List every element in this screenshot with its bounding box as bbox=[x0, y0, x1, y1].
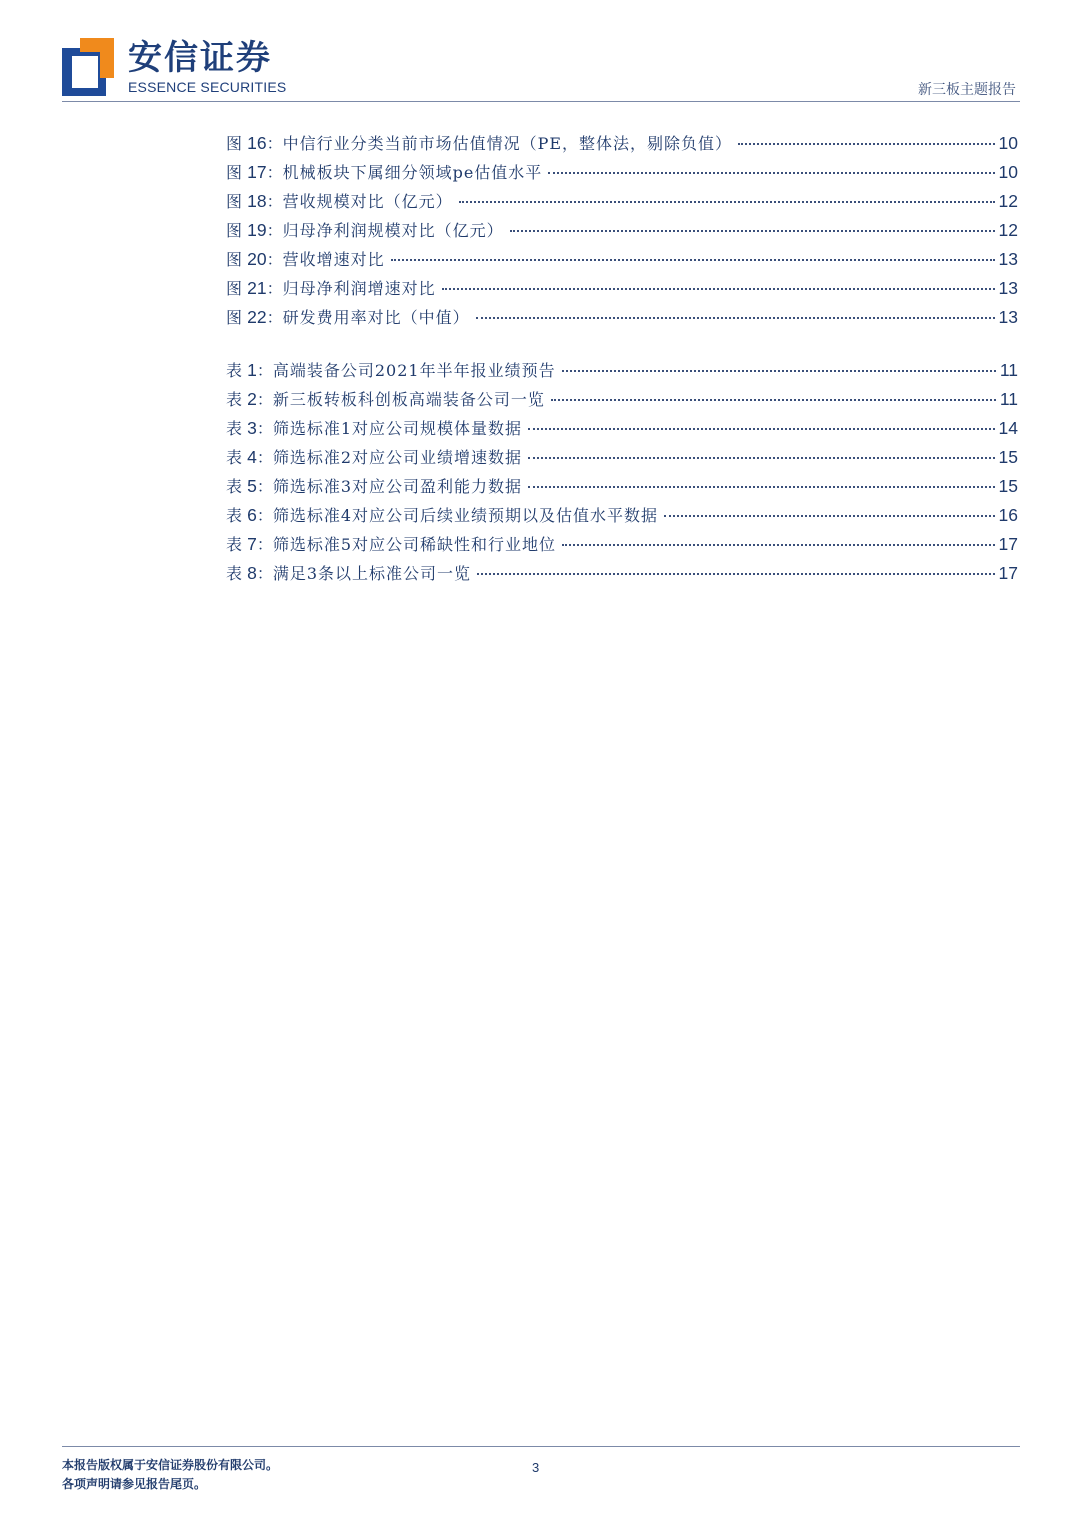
toc-colon: ： bbox=[266, 250, 283, 269]
toc-figure-row[interactable] bbox=[226, 131, 1018, 160]
toc-page-number: 13 bbox=[998, 249, 1018, 269]
toc-table-row[interactable] bbox=[226, 532, 1018, 561]
toc-prefix: 表 bbox=[226, 419, 243, 438]
toc-figure-row[interactable] bbox=[226, 247, 1018, 276]
toc-page-number: 15 bbox=[998, 447, 1018, 467]
toc-label: 筛选标准1对应公司规模体量数据 bbox=[272, 419, 523, 438]
toc-leader-dots bbox=[548, 172, 994, 174]
toc-prefix: 图 bbox=[226, 192, 243, 211]
toc-label: 高端装备公司2021年半年报业绩预告 bbox=[272, 361, 556, 380]
toc-colon: ： bbox=[266, 134, 283, 153]
toc-prefix: 表 bbox=[226, 448, 243, 467]
report-type-label: 新三板主题报告 bbox=[918, 82, 1016, 98]
toc-table-row[interactable] bbox=[226, 358, 1018, 387]
toc-table-row[interactable] bbox=[226, 474, 1018, 503]
toc-colon: ： bbox=[256, 477, 273, 496]
toc-page-number: 13 bbox=[998, 278, 1018, 298]
toc-table-row[interactable] bbox=[226, 561, 1018, 590]
essence-logo-icon bbox=[62, 38, 114, 96]
toc-figure-row[interactable] bbox=[226, 189, 1018, 218]
footer-disclaimer bbox=[62, 1456, 278, 1494]
toc-table-row[interactable] bbox=[226, 503, 1018, 532]
toc-leader-dots bbox=[476, 317, 995, 319]
toc-colon: ： bbox=[256, 564, 273, 583]
toc-prefix: 图 bbox=[226, 279, 243, 298]
toc-number: 18 bbox=[247, 191, 267, 211]
toc-number: 4 bbox=[247, 447, 257, 467]
toc-leader-dots bbox=[391, 259, 995, 261]
toc-leader-dots bbox=[664, 515, 994, 517]
toc-number: 19 bbox=[247, 220, 267, 240]
toc-page-number: 10 bbox=[998, 162, 1018, 182]
logo-english-name: ESSENCE SECURITIES bbox=[128, 79, 287, 95]
toc-number: 1 bbox=[247, 360, 257, 380]
toc-table-row[interactable] bbox=[226, 387, 1018, 416]
toc-prefix: 图 bbox=[226, 250, 243, 269]
copyright-notice: 本报告版权属于安信证券股份有限公司。 bbox=[62, 1458, 279, 1472]
toc-page-number: 17 bbox=[998, 563, 1018, 583]
figures-list bbox=[226, 131, 1018, 334]
toc-prefix: 表 bbox=[226, 564, 243, 583]
page-header bbox=[62, 36, 1020, 102]
toc-label: 新三板转板科创板高端装备公司一览 bbox=[272, 390, 545, 409]
toc-page-number: 17 bbox=[998, 534, 1018, 554]
toc-label: 研发费用率对比（中值） bbox=[282, 308, 470, 327]
toc-page-number: 12 bbox=[998, 220, 1018, 240]
toc-leader-dots bbox=[551, 399, 996, 401]
toc-leader-dots bbox=[738, 143, 994, 145]
toc-colon: ： bbox=[256, 361, 273, 380]
toc-page-number: 11 bbox=[999, 360, 1018, 380]
toc-number: 16 bbox=[247, 133, 267, 153]
toc-figure-row[interactable] bbox=[226, 305, 1018, 334]
toc-colon: ： bbox=[266, 308, 283, 327]
toc-colon: ： bbox=[256, 506, 273, 525]
toc-colon: ： bbox=[256, 535, 273, 554]
toc-leader-dots bbox=[510, 230, 995, 232]
toc-label: 中信行业分类当前市场估值情况（PE，整体法，剔除负值） bbox=[282, 134, 733, 153]
toc-number: 2 bbox=[247, 389, 257, 409]
toc-label: 筛选标准2对应公司业绩增速数据 bbox=[272, 448, 523, 467]
toc-number: 7 bbox=[247, 534, 257, 554]
toc-label: 筛选标准5对应公司稀缺性和行业地位 bbox=[272, 535, 557, 554]
toc-number: 8 bbox=[247, 563, 257, 583]
toc-page-number: 16 bbox=[998, 505, 1018, 525]
toc-page-number: 13 bbox=[998, 307, 1018, 327]
toc-colon: ： bbox=[266, 221, 283, 240]
toc-number: 20 bbox=[247, 249, 267, 269]
toc-number: 17 bbox=[247, 162, 267, 182]
toc-table-row[interactable] bbox=[226, 416, 1018, 445]
toc-label: 归母净利润规模对比（亿元） bbox=[282, 221, 504, 240]
toc-label: 机械板块下属细分领域pe估值水平 bbox=[282, 163, 543, 182]
toc-figure-row[interactable] bbox=[226, 160, 1018, 189]
toc-prefix: 表 bbox=[226, 477, 243, 496]
toc-leader-dots bbox=[442, 288, 995, 290]
toc-colon: ： bbox=[266, 192, 283, 211]
toc-prefix: 图 bbox=[226, 221, 243, 240]
toc-colon: ： bbox=[256, 390, 273, 409]
header-divider bbox=[62, 101, 1020, 102]
toc-label: 筛选标准4对应公司后续业绩预期以及估值水平数据 bbox=[272, 506, 659, 525]
toc-page-number: 11 bbox=[999, 389, 1018, 409]
toc-number: 6 bbox=[247, 505, 257, 525]
toc-page-number: 14 bbox=[998, 418, 1018, 438]
toc-table-row[interactable] bbox=[226, 445, 1018, 474]
toc-prefix: 表 bbox=[226, 390, 243, 409]
toc-figure-row[interactable] bbox=[226, 218, 1018, 247]
toc-prefix: 表 bbox=[226, 506, 243, 525]
footer-divider bbox=[62, 1446, 1020, 1447]
toc-leader-dots bbox=[528, 486, 994, 488]
toc-leader-dots bbox=[528, 428, 994, 430]
disclaimer-notice: 各项声明请参见报告尾页。 bbox=[62, 1477, 207, 1491]
toc-prefix: 图 bbox=[226, 308, 243, 327]
toc-leader-dots bbox=[459, 201, 995, 203]
toc-label: 满足3条以上标准公司一览 bbox=[272, 564, 472, 583]
toc-leader-dots bbox=[528, 457, 994, 459]
toc-number: 3 bbox=[247, 418, 257, 438]
tables-list bbox=[226, 358, 1018, 590]
toc-figure-row[interactable] bbox=[226, 276, 1018, 305]
toc-label: 营收增速对比 bbox=[282, 250, 385, 269]
toc-label: 筛选标准3对应公司盈利能力数据 bbox=[272, 477, 523, 496]
toc-prefix: 表 bbox=[226, 361, 243, 380]
logo-chinese-name: 安信证券 bbox=[128, 38, 272, 78]
toc-leader-dots bbox=[562, 370, 996, 372]
toc-prefix: 表 bbox=[226, 535, 243, 554]
toc-label: 归母净利润增速对比 bbox=[282, 279, 436, 298]
toc-number: 22 bbox=[247, 307, 267, 327]
page-number: 3 bbox=[532, 1460, 540, 1475]
toc-colon: ： bbox=[266, 279, 283, 298]
toc-page-number: 15 bbox=[998, 476, 1018, 496]
toc-number: 5 bbox=[247, 476, 257, 496]
toc-label: 营收规模对比（亿元） bbox=[282, 192, 453, 211]
toc-prefix: 图 bbox=[226, 163, 243, 182]
toc-prefix: 图 bbox=[226, 134, 243, 153]
toc-page-number: 10 bbox=[998, 133, 1018, 153]
toc-colon: ： bbox=[266, 163, 283, 182]
toc-colon: ： bbox=[256, 448, 273, 467]
toc-number: 21 bbox=[247, 278, 267, 298]
toc-page-number: 12 bbox=[998, 191, 1018, 211]
toc-colon: ： bbox=[256, 419, 273, 438]
toc-leader-dots bbox=[477, 573, 994, 575]
toc-leader-dots bbox=[562, 544, 994, 546]
